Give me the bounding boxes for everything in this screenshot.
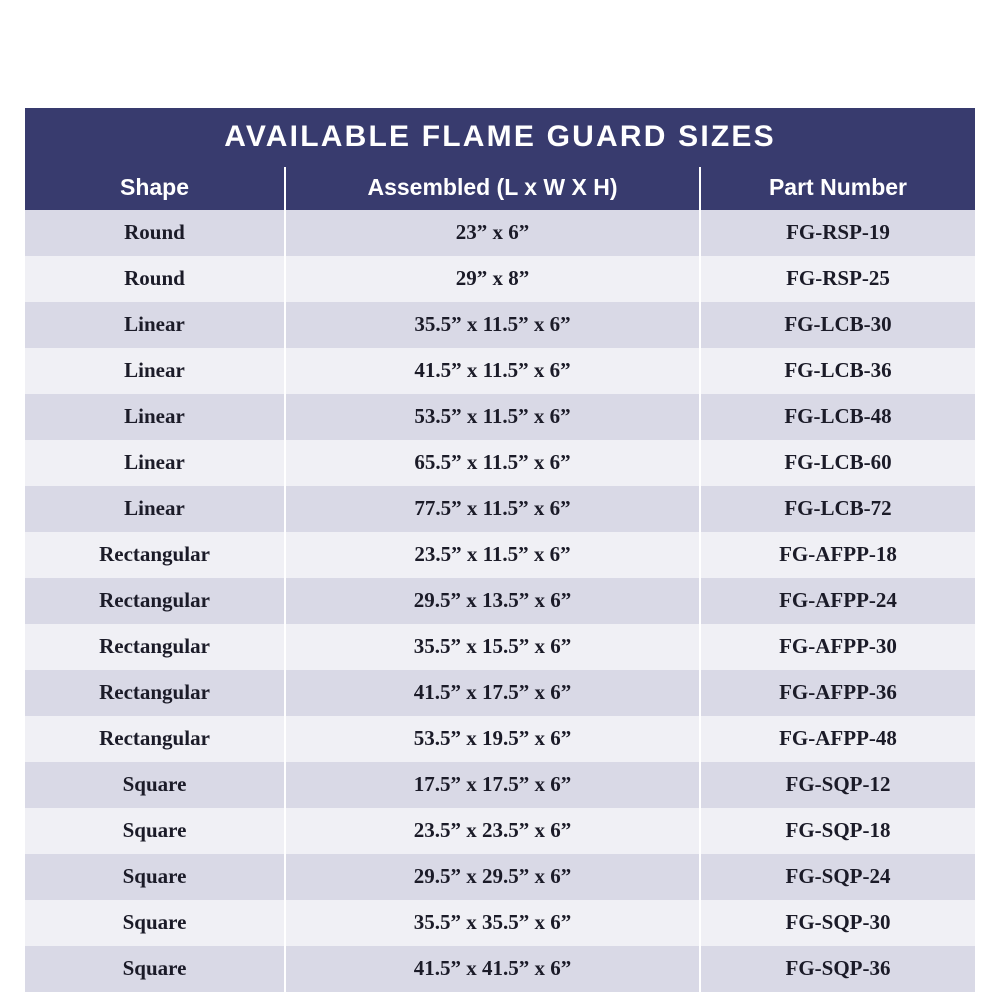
flame-guard-sizes-table [25, 108, 975, 992]
cell-part-number: FG-LCB-48 [700, 394, 975, 440]
cell-shape: Linear [25, 486, 285, 532]
cell-shape: Round [25, 210, 285, 256]
cell-part-number: FG-AFPP-36 [700, 670, 975, 716]
cell-shape: Linear [25, 302, 285, 348]
cell-part-number: FG-SQP-36 [700, 946, 975, 992]
table-row [25, 486, 975, 532]
cell-assembled: 53.5” x 11.5” x 6” [285, 394, 700, 440]
cell-part-number: FG-RSP-19 [700, 210, 975, 256]
cell-assembled: 29.5” x 29.5” x 6” [285, 854, 700, 900]
table-row [25, 532, 975, 578]
cell-assembled: 23.5” x 11.5” x 6” [285, 532, 700, 578]
cell-part-number: FG-LCB-60 [700, 440, 975, 486]
table-row [25, 854, 975, 900]
table-row [25, 578, 975, 624]
cell-assembled: 29.5” x 13.5” x 6” [285, 578, 700, 624]
cell-assembled: 23” x 6” [285, 210, 700, 256]
column-header-part-number: Part Number [700, 167, 975, 210]
cell-assembled: 41.5” x 17.5” x 6” [285, 670, 700, 716]
column-header-shape: Shape [25, 167, 285, 210]
cell-shape: Rectangular [25, 670, 285, 716]
column-header-assembled: Assembled (L x W X H) [285, 167, 700, 210]
cell-shape: Rectangular [25, 578, 285, 624]
table-row [25, 348, 975, 394]
cell-shape: Linear [25, 394, 285, 440]
table-row [25, 762, 975, 808]
cell-part-number: FG-LCB-36 [700, 348, 975, 394]
cell-assembled: 35.5” x 35.5” x 6” [285, 900, 700, 946]
table-body [25, 210, 975, 992]
cell-assembled: 77.5” x 11.5” x 6” [285, 486, 700, 532]
cell-shape: Square [25, 762, 285, 808]
cell-shape: Rectangular [25, 716, 285, 762]
table-row [25, 900, 975, 946]
table-row [25, 394, 975, 440]
cell-part-number: FG-AFPP-24 [700, 578, 975, 624]
table-row [25, 946, 975, 992]
cell-assembled: 17.5” x 17.5” x 6” [285, 762, 700, 808]
cell-shape: Square [25, 900, 285, 946]
cell-assembled: 41.5” x 11.5” x 6” [285, 348, 700, 394]
cell-part-number: FG-AFPP-30 [700, 624, 975, 670]
cell-part-number: FG-LCB-30 [700, 302, 975, 348]
table-row [25, 716, 975, 762]
table-row [25, 670, 975, 716]
cell-part-number: FG-SQP-12 [700, 762, 975, 808]
cell-part-number: FG-AFPP-48 [700, 716, 975, 762]
cell-shape: Linear [25, 348, 285, 394]
cell-assembled: 53.5” x 19.5” x 6” [285, 716, 700, 762]
cell-assembled: 35.5” x 15.5” x 6” [285, 624, 700, 670]
cell-shape: Linear [25, 440, 285, 486]
cell-shape: Round [25, 256, 285, 302]
table-row [25, 624, 975, 670]
cell-shape: Square [25, 808, 285, 854]
cell-shape: Rectangular [25, 532, 285, 578]
cell-part-number: FG-SQP-30 [700, 900, 975, 946]
table-row [25, 302, 975, 348]
cell-shape: Square [25, 854, 285, 900]
table-row [25, 808, 975, 854]
table-title-row [25, 108, 975, 167]
cell-assembled: 35.5” x 11.5” x 6” [285, 302, 700, 348]
table-row [25, 440, 975, 486]
cell-part-number: FG-AFPP-18 [700, 532, 975, 578]
cell-assembled: 65.5” x 11.5” x 6” [285, 440, 700, 486]
table-header-row [25, 167, 975, 210]
cell-part-number: FG-RSP-25 [700, 256, 975, 302]
page-title: AVAILABLE FLAME GUARD SIZES [25, 108, 975, 167]
cell-shape: Square [25, 946, 285, 992]
table-row [25, 256, 975, 302]
table-row [25, 210, 975, 256]
cell-assembled: 23.5” x 23.5” x 6” [285, 808, 700, 854]
cell-part-number: FG-LCB-72 [700, 486, 975, 532]
cell-part-number: FG-SQP-24 [700, 854, 975, 900]
cell-shape: Rectangular [25, 624, 285, 670]
flame-guard-sizes-table-wrapper [25, 108, 975, 992]
cell-assembled: 41.5” x 41.5” x 6” [285, 946, 700, 992]
cell-assembled: 29” x 8” [285, 256, 700, 302]
cell-part-number: FG-SQP-18 [700, 808, 975, 854]
